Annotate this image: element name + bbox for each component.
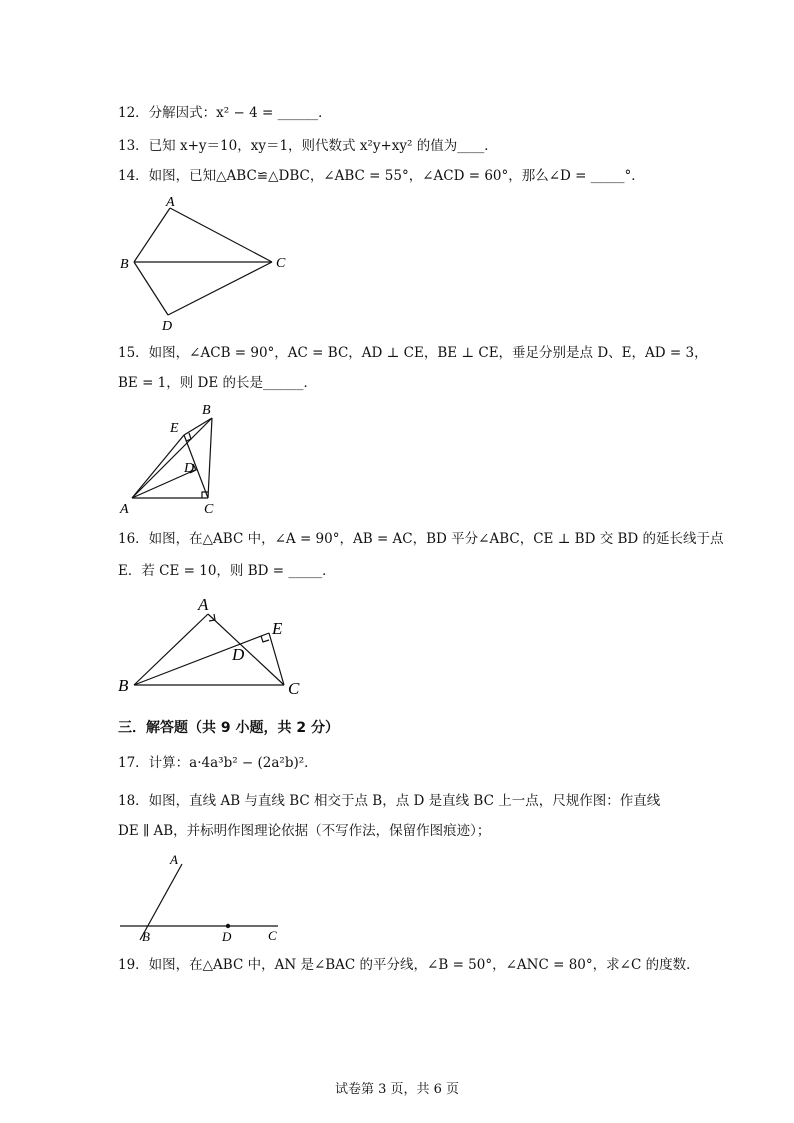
question-17: 17．计算：a·4a³b² − (2a²b)²． <box>118 755 318 771</box>
label-E: E <box>272 619 283 638</box>
label-D: D <box>162 319 173 334</box>
question-12: 12．分解因式：x² − 4 = ______． <box>118 105 332 121</box>
label-C: C <box>276 256 286 271</box>
label-A: A <box>120 502 129 517</box>
label-B: B <box>142 929 150 944</box>
question-14: 14．如图，已知△ABC≌△DBC，∠ABC = 55°，∠ACD = 60°，那么∠D = _____°． <box>118 168 645 184</box>
question-15-line2: BE = 1，则 DE 的长是______． <box>118 375 318 391</box>
label-E: E <box>170 421 179 436</box>
label-C: C <box>204 502 214 517</box>
question-18-line1: 18．如图，直线 AB 与直线 BC 相交于点 B，点 D 是直线 BC 上一点，尺规作图：作直线 <box>118 793 661 809</box>
page-footer: 试卷第 3 页，共 6 页 <box>334 1082 460 1097</box>
figure-14 <box>112 188 302 342</box>
label-B: B <box>118 676 129 695</box>
label-A: A <box>198 595 209 614</box>
label-B: B <box>202 403 211 418</box>
point-D <box>226 924 230 928</box>
label-A: A <box>170 852 178 867</box>
label-D: D <box>222 929 232 944</box>
label-C: C <box>288 679 300 698</box>
label-C: C <box>268 928 277 943</box>
label-D: D <box>184 461 195 476</box>
label-A: A <box>166 195 175 210</box>
question-16-line2: E．若 CE = 10，则 BD = _____． <box>118 563 336 579</box>
question-13: 13．已知 x+y＝10，xy＝1，则代数式 x²y+xy² 的值为____． <box>118 138 498 154</box>
question-15-line1: 15．如图，∠ACB = 90°，AC = BC，AD ⊥ CE，BE ⊥ CE，垂足分别是点 D、E，AD = 3， <box>118 345 708 361</box>
question-18-line2: DE ∥ AB，并标明作图理论依据（不写作法，保留作图痕迹）； <box>118 823 491 839</box>
question-16-line1: 16．如图，在△ABC 中，∠A = 90°，AB = AC，BD 平分∠ABC，CE ⊥ BD 交 BD 的延长线于点 <box>118 531 724 547</box>
label-D: D <box>232 645 245 664</box>
question-19: 19．如图，在△ABC 中，AN 是∠BAC 的平分线，∠B = 50°，∠ANC = 80°，求∠C 的度数． <box>118 957 700 973</box>
figure-18 <box>112 848 292 952</box>
section-heading: 三．解答题（共 9 小题，共 2 分） <box>118 720 339 736</box>
figure-16 <box>112 590 312 704</box>
figure-15 <box>112 398 232 522</box>
label-B: B <box>120 257 129 272</box>
